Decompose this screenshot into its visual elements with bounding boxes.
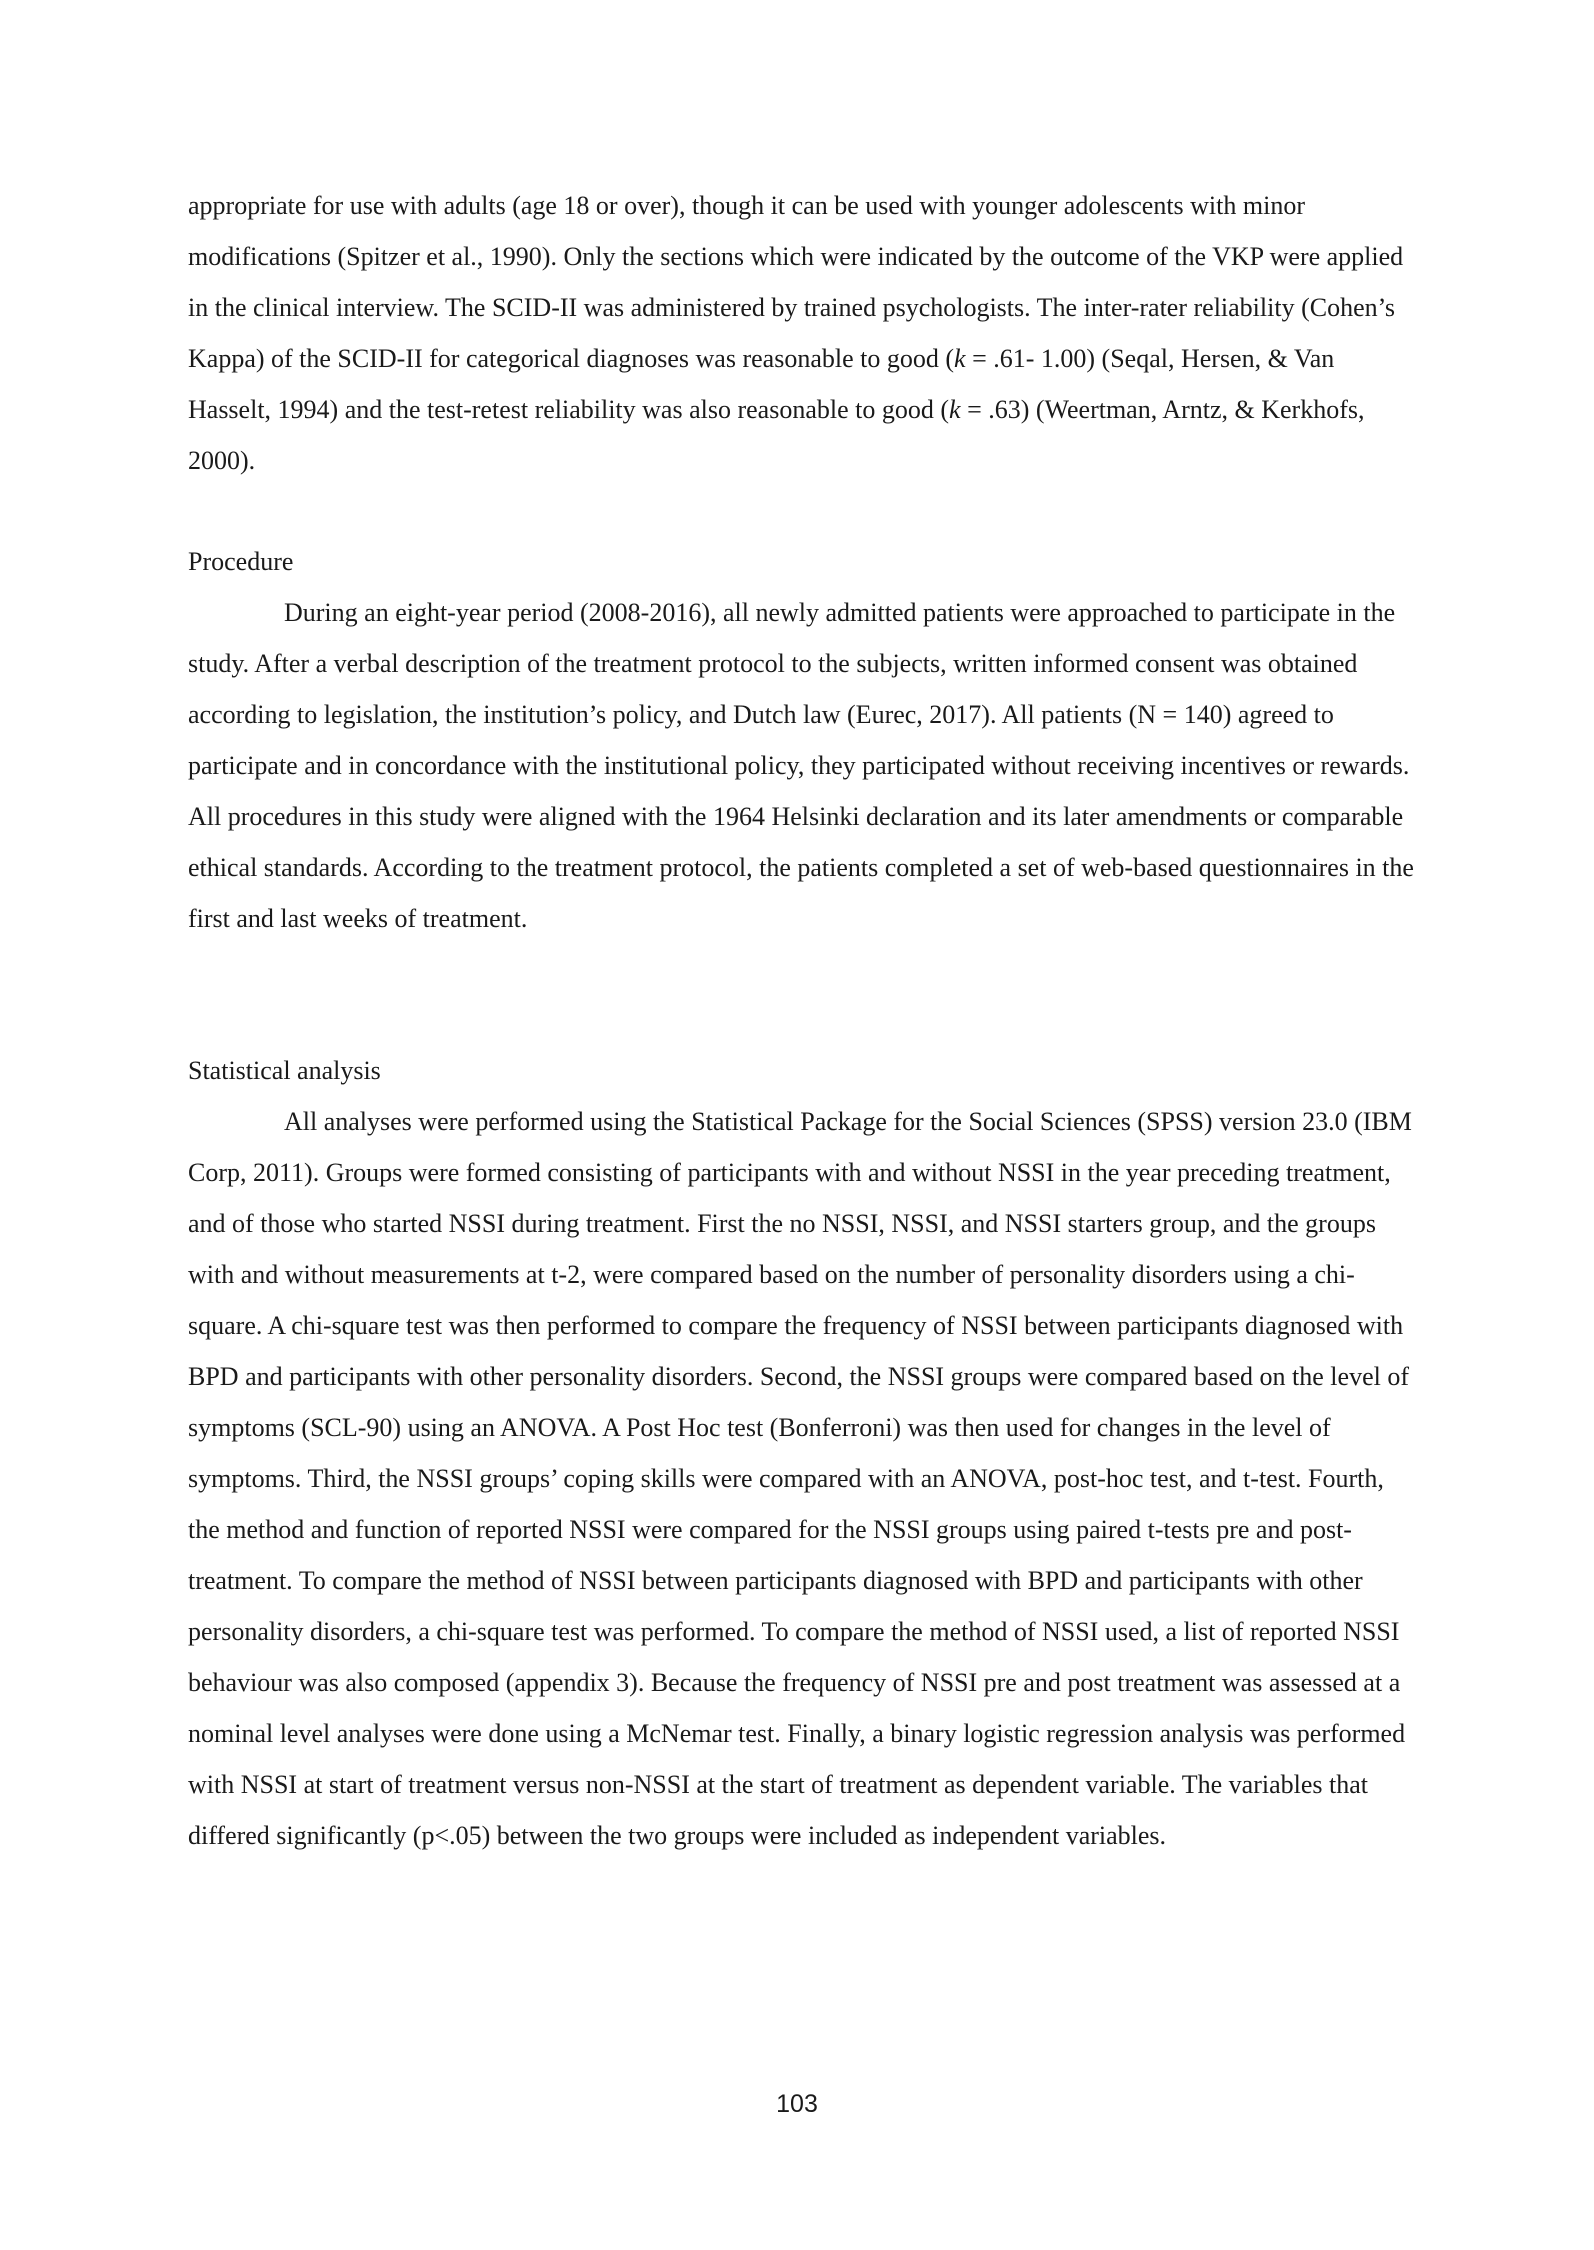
procedure-paragraph: During an eight-year period (2008-2016), all newly admitted patients were approached to participate in the study. After a verbal description of the treatment protocol to the subjects, written informed consent was obtained according to legislation, the institution’s policy, and Dutch law (Eurec, 2017). All patients (N = 140) agreed to participate and in concordance with the institutional policy, they participated without receiving incentives or rewards. All procedures in this study were aligned with the 1964 Helsinki declaration and its later amendments or comparable ethical standards. According to the treatment protocol, the patients completed a set of web-based questionnaires in the first and last weeks of treatment. — [188, 598, 1414, 933]
statistical-analysis-paragraph: All analyses were performed using the Statistical Package for the Social Sciences (SPSS) version 23.0 (IBM Corp, 2011). Groups were formed consisting of participants with and without NSSI in the year preceding treatment, and of those who started NSSI during treatment. First the no NSSI, NSSI, and NSSI starters group, and the groups with and without measurements at t-2, were compared based on the number of personality disorders using a chi-square. A chi-square test was then performed to compare the frequency of NSSI between participants diagnosed with BPD and participants with other personality disorders. Second, the NSSI groups were compared based on the level of symptoms (SCL-90) using an ANOVA. A Post Hoc test (Bonferroni) was then used for changes in the level of symptoms. Third, the NSSI groups’ coping skills were compared with an ANOVA, post-hoc test, and t-test. Fourth, the method and function of reported NSSI were compared for the NSSI groups using paired t-tests pre and post-treatment. To compare the method of NSSI between participants diagnosed with BPD and participants with other personality disorders, a chi-square test was performed. To compare the method of NSSI used, a list of reported NSSI behaviour was also composed (appendix 3). Because the frequency of NSSI pre and post treatment was assessed at a nominal level analyses were done using a McNemar test. Finally, a binary logistic regression analysis was performed with NSSI at start of treatment versus non-NSSI at the start of treatment as dependent variable. The variables that differed significantly (p<.05) between the two groups were included as independent variables. — [188, 1107, 1412, 1850]
procedure-heading: Procedure — [188, 547, 294, 576]
intro-paragraph — [188, 180, 1418, 486]
procedure-section — [188, 536, 1418, 944]
page-number: 103 — [776, 2090, 818, 2118]
statistical-analysis-heading: Statistical analysis — [188, 1056, 381, 1085]
kappa-symbol: k — [954, 344, 966, 373]
intro-text-c: = .63) (Weertman, Arntz, & Kerkhofs, 2000). — [188, 395, 1365, 475]
intro-text-b: = .61- 1.00) (Seqal, Hersen, & Van Hasselt, 1994) and the test-retest reliability was also reasonable to good ( — [188, 344, 1335, 424]
intro-text-a: appropriate for use with adults (age 18 or over), though it can be used with younger adolescents with minor modifications (Spitzer et al., 1990). Only the sections which were indicated by the outcome of the VKP were applied in the clinical interview. The SCID-II was administered by trained psychologists. The inter-rater reliability (Cohen’s Kappa) of the SCID-II for categorical diagnoses was reasonable to good ( — [188, 191, 1404, 373]
statistical-analysis-section — [188, 1045, 1418, 1861]
kappa-symbol: k — [949, 395, 961, 424]
intro-paragraph-block — [188, 180, 1418, 486]
